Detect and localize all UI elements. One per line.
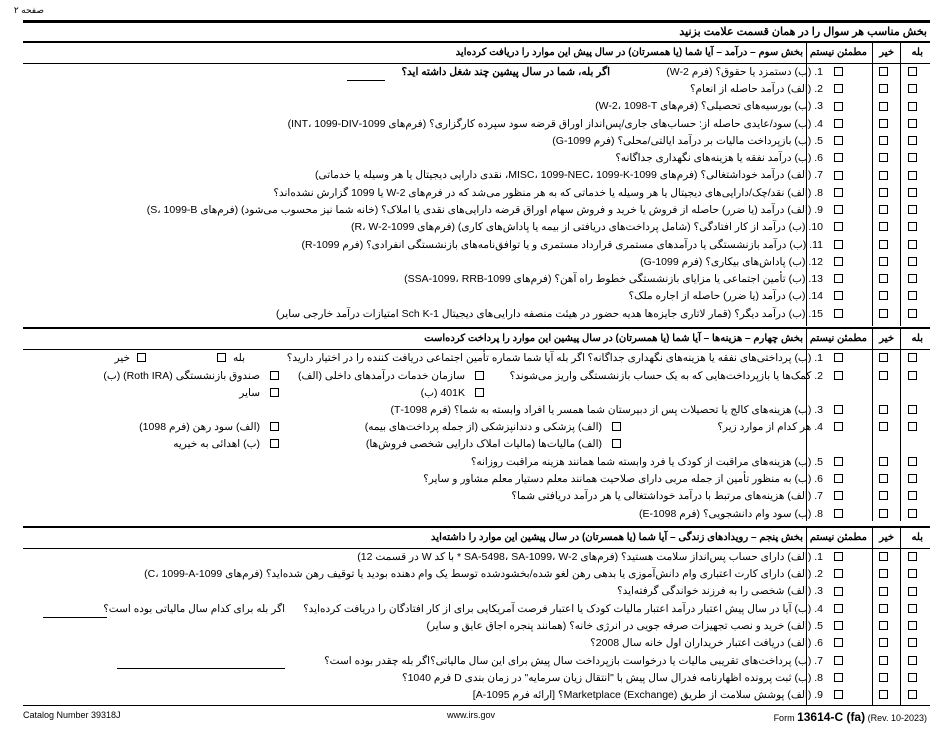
s3-q14-unsure-checkbox[interactable] — [834, 291, 843, 300]
s4-q4-charity-checkbox[interactable] — [270, 439, 279, 448]
s5-q3-yes-checkbox[interactable] — [908, 587, 917, 596]
col-no: خیر — [879, 333, 894, 344]
s3-q15-no-checkbox[interactable] — [879, 309, 888, 318]
footer-rule — [23, 705, 930, 706]
s5-q4-yes-checkbox[interactable] — [908, 604, 917, 613]
s4-q8-unsure-checkbox[interactable] — [834, 509, 843, 518]
s4-q7-yes-checkbox[interactable] — [908, 491, 917, 500]
s4-q6-unsure-checkbox[interactable] — [834, 474, 843, 483]
s3-q12-yes-checkbox[interactable] — [908, 257, 917, 266]
s4-q2-yes-checkbox[interactable] — [908, 371, 917, 380]
s4-q4-mortgage-checkbox[interactable] — [270, 422, 279, 431]
s5-q5-unsure-checkbox[interactable] — [834, 621, 843, 630]
s5-q8-yes-checkbox[interactable] — [908, 673, 917, 682]
s4-q3-yes-checkbox[interactable] — [908, 405, 917, 414]
s4-q6-yes-checkbox[interactable] — [908, 474, 917, 483]
s5-q1-no-checkbox[interactable] — [879, 552, 888, 561]
s4-q2-no-checkbox[interactable] — [879, 371, 888, 380]
s3-q15: 15. (ب) درآمد دیگر؟ (قمار لاتاری جایزه‌ها هدیه حضور در هیئت منصفه دارایی‌های دیجیتال Sch K-1 امتیازات درآمد خارجی سایر) — [276, 308, 823, 320]
s3-q6-unsure-checkbox[interactable] — [834, 153, 843, 162]
s3-q11-yes-checkbox[interactable] — [908, 240, 917, 249]
s5-q7-answer-line[interactable] — [117, 668, 285, 669]
catalog-number: Catalog Number 39318J — [23, 710, 121, 720]
s5-q6-no-checkbox[interactable] — [879, 638, 888, 647]
s5-q2-no-checkbox[interactable] — [879, 569, 888, 578]
s4-q2-other-label: سایر — [239, 387, 260, 399]
s4-q2: 2. کمک‌ها یا بازپرداخت‌هایی که به یک حساب بازنشستگی واریز می‌شوند؟ — [509, 370, 823, 382]
col-yes: بله — [911, 532, 923, 543]
s4-q8-no-checkbox[interactable] — [879, 509, 888, 518]
s4-q7-no-checkbox[interactable] — [879, 491, 888, 500]
s3-q1: 1. (ب) دستمزد یا حقوق؟ (فرم W-2) — [666, 66, 823, 78]
s3-q13-no-checkbox[interactable] — [879, 274, 888, 283]
page-number: صفحه ۲ — [13, 5, 44, 15]
s4-q4-no-checkbox[interactable] — [879, 422, 888, 431]
col-unsure: مطمئن نیستم — [809, 532, 867, 543]
s4-q8-yes-checkbox[interactable] — [908, 509, 917, 518]
section3-header — [23, 41, 930, 64]
s3-q9: 9. (الف) درآمد (یا ضرر) حاصله از فروش یا خرید و فروش سهام اوراق قرضه دارایی‌های نقدی یا املاک؟ (خانه شما نیز محسوب می‌شود) (فرم‌های S، 1099-B) — [146, 204, 823, 216]
s5-q7-yes-checkbox[interactable] — [908, 656, 917, 665]
s4-q4-tax-label: (الف) مالیات‌ها (مالیات املاک دارایی شخصی فروش‌ها) — [365, 438, 602, 450]
s3-q9-yes-checkbox[interactable] — [908, 205, 917, 214]
s3-q12: 12. (ب) پاداش‌های بیکاری؟ (فرم 1099-G) — [640, 256, 823, 268]
s5-q7-unsure-checkbox[interactable] — [834, 656, 843, 665]
s3-q1-yes-checkbox[interactable] — [908, 67, 917, 76]
s4-q5-no-checkbox[interactable] — [879, 457, 888, 466]
s5-q8-unsure-checkbox[interactable] — [834, 673, 843, 682]
s3-q4-yes-checkbox[interactable] — [908, 119, 917, 128]
s3-q13: 13. (ب) تأمین اجتماعی یا مزایای بازنشستگی خطوط راه آهن؟ (فرم‌های SSA-1099، RRB-1099) — [404, 273, 823, 285]
s4-q5-yes-checkbox[interactable] — [908, 457, 917, 466]
s4-q3: 3. (ب) هزینه‌های کالج یا تحصیلات پس از دبیرستان شما همسر یا افراد وابسته به شما؟ (فرم 1098-T) — [390, 404, 823, 416]
col-no: خیر — [879, 532, 894, 543]
s4-q1-yes-label: بله — [232, 352, 245, 364]
section3-title: بخش سوم – درآمد – آیا شما (یا همسرتان) در سال پیش این موارد را دریافت کرده‌اید — [455, 47, 803, 58]
s5-q4-extra: اگر بله برای کدام سال مالیاتی بوده است؟ — [103, 603, 285, 615]
s3-q7: 7. (الف) درآمد خوداشتغالی؟ (فرم‌های 1099-MISC، 1099-NEC، 1099-K، نقدی دارایی دیجیتال یا هر وسیله یا خدماتی) — [315, 169, 823, 181]
irs-url[interactable]: www.irs.gov — [447, 710, 496, 720]
s4-q1-yes-checkbox[interactable] — [908, 353, 917, 362]
form-id — [774, 710, 927, 724]
s3-q11-unsure-checkbox[interactable] — [834, 240, 843, 249]
s3-q10-yes-checkbox[interactable] — [908, 222, 917, 231]
s4-q2-roth-checkbox[interactable] — [270, 371, 279, 380]
s4-q1-no-checkbox[interactable] — [879, 353, 888, 362]
s5-q2-unsure-checkbox[interactable] — [834, 569, 843, 578]
form-revision: (Rev. 10-2023) — [867, 713, 927, 723]
s5-q7: 7. (ب) پرداخت‌های تقریبی مالیات یا درخواست بازپرداخت سال پیش برای این سال مالیاتی؟ — [430, 655, 823, 667]
s3-q7-no-checkbox[interactable] — [879, 171, 888, 180]
s5-q1-yes-checkbox[interactable] — [908, 552, 917, 561]
s3-q10-no-checkbox[interactable] — [879, 222, 888, 231]
s3-q15-yes-checkbox[interactable] — [908, 309, 917, 318]
s5-q3-no-checkbox[interactable] — [879, 587, 888, 596]
s5-q4-answer-line[interactable] — [43, 617, 107, 618]
s5-q1-unsure-checkbox[interactable] — [834, 552, 843, 561]
top-rule — [23, 20, 930, 23]
section5-header — [23, 526, 930, 549]
s5-q9-yes-checkbox[interactable] — [908, 690, 917, 699]
s5-q1: 1. (الف) دارای حساب پس‌انداز سلامت هستید؟ (فرم‌های SA-5498، SA-1099، W-2 * با کد W در قسمت 12) — [357, 551, 823, 563]
s5-q2: 2. (الف) دارای کارت اعتباری وام دانش‌آموزی یا بدهی رهن لغو شده/بخشودشده توسط یک وام دهنده بودید یا توقیف رهن شده‌اید؟ (فرم‌های 1099-C، 1099-A) — [144, 568, 823, 580]
s4-q1: 1. (ب) پرداختی‌های نفقه یا هزینه‌های نگهداری جداگانه؟ — [587, 352, 823, 364]
s3-q7-yes-checkbox[interactable] — [908, 171, 917, 180]
s5-q3-unsure-checkbox[interactable] — [834, 587, 843, 596]
s4-q6: 6. (ب) به منظور تأمین از جمله مربی دارای صلاحیت همانند معلم دستیار معلم مشاور و سایر؟ — [423, 473, 823, 485]
col-unsure: مطمئن نیستم — [809, 333, 867, 344]
s5-q9-unsure-checkbox[interactable] — [834, 690, 843, 699]
s3-q2-no-checkbox[interactable] — [879, 84, 888, 93]
s3-q14-no-checkbox[interactable] — [879, 291, 888, 300]
s5-q4-unsure-checkbox[interactable] — [834, 604, 843, 613]
s3-q1-extra: اگر بله، شما در سال پیشین چند شغل داشته اید؟ — [401, 66, 610, 78]
s5-q4-no-checkbox[interactable] — [879, 604, 888, 613]
s3-q10: 10. (ب) درآمد از کار افتادگی؟ (شامل پرداخت‌های دریافتی از بیمه یا پاداش‌های کاری) (فرم‌های 1099-R، W-2) — [351, 221, 823, 233]
form-number: 13614-C (fa) — [797, 710, 866, 724]
s3-q14-yes-checkbox[interactable] — [908, 291, 917, 300]
s4-q2-401k-checkbox[interactable] — [475, 388, 484, 397]
s5-q6: 6. (الف) دریافت اعتبار خریداران اول خانه سال 2008؟ — [590, 637, 823, 649]
s3-q15-unsure-checkbox[interactable] — [834, 309, 843, 318]
s5-q4: 4. (ب) آیا در سال پیش اعتبار درآمد اعتبار مالیات کودک یا اعتبار فرصت آمریکایی برای از کار افتادگان را دریافت کرده‌اید؟ — [303, 603, 823, 615]
s3-q4-unsure-checkbox[interactable] — [834, 119, 843, 128]
s4-q4-yes-checkbox[interactable] — [908, 422, 917, 431]
s4-q7: 7. (الف) هزینه‌های مرتبط با درآمد خوداشتغالی یا هر درآمد دریافتی شما؟ — [511, 490, 823, 502]
s5-q8: 8. (ب) ثبت پرونده اظهارنامه فدرال سال پیش با "انتقال زیان سرمایه" در زمان بندی D فرم 1040؟ — [402, 672, 823, 684]
s4-q4-medical-label: (الف) پزشکی و دندانپزشکی (از جمله پرداخت‌های بیمه) — [364, 421, 602, 433]
section4-title: بخش چهارم – هزینه‌ها – آیا شما (یا همسرتان) در سال پیشین این موارد را پرداخت کرده‌است — [424, 333, 803, 344]
s5-q5-no-checkbox[interactable] — [879, 621, 888, 630]
s5-q2-yes-checkbox[interactable] — [908, 569, 917, 578]
s4-q2-roth-label: صندوق بازنشستگی (Roth IRA) (ب) — [103, 370, 260, 382]
col-yes: بله — [911, 47, 923, 58]
s3-q6-no-checkbox[interactable] — [879, 153, 888, 162]
s4-q2-unsure-checkbox[interactable] — [834, 371, 843, 380]
s4-q3-unsure-checkbox[interactable] — [834, 405, 843, 414]
s3-q9-unsure-checkbox[interactable] — [834, 205, 843, 214]
s4-q8: 8. (ب) سود وام دانشجویی؟ (فرم 1098-E) — [638, 508, 823, 520]
s3-q8-no-checkbox[interactable] — [879, 188, 888, 197]
s4-q4-medical-checkbox[interactable] — [612, 422, 621, 431]
s4-q1-extra: اگر بله آیا شما شماره تأمین اجتماعی دریافت کننده را در اختیار دارید؟ — [286, 352, 585, 364]
s4-q7-unsure-checkbox[interactable] — [834, 491, 843, 500]
s3-q2-unsure-checkbox[interactable] — [834, 84, 843, 93]
s4-q2-other-checkbox[interactable] — [270, 388, 279, 397]
section4-header — [23, 327, 930, 350]
s3-q9-no-checkbox[interactable] — [879, 205, 888, 214]
s3-q1-answer-line[interactable] — [347, 80, 385, 81]
s4-q1-no-checkbox[interactable] — [137, 353, 146, 362]
s4-q2-irs-label: سازمان خدمات درآمدهای داخلی (الف) — [297, 370, 465, 382]
s3-q2: 2. (الف) درآمد حاصله از انعام؟ — [689, 83, 823, 95]
s4-q5: 5. (ب) هزینه‌های مراقبت از کودک یا فرد وابسته شما همانند هزینه مراقبت روزانه؟ — [470, 456, 823, 468]
col-yes: بله — [911, 333, 923, 344]
s4-q1-unsure-checkbox[interactable] — [834, 353, 843, 362]
s3-q3-unsure-checkbox[interactable] — [834, 102, 843, 111]
s3-q8-yes-checkbox[interactable] — [908, 188, 917, 197]
s3-q6: 6. (ب) درآمد نفقه یا هزینه‌های نگهداری جداگانه؟ — [615, 152, 823, 164]
section5-title: بخش پنجم – رویدادهای زندگی – آیا شما (یا همسرتان) در سال پیشین این موارد را داشته‌اید — [431, 532, 803, 543]
col-no: خیر — [879, 47, 894, 58]
s3-q10-unsure-checkbox[interactable] — [834, 222, 843, 231]
s3-q13-yes-checkbox[interactable] — [908, 274, 917, 283]
s4-q4-mortgage-label: (الف) سود رهن (فرم 1098) — [139, 421, 260, 433]
s3-q5-unsure-checkbox[interactable] — [834, 136, 843, 145]
s4-q6-no-checkbox[interactable] — [879, 474, 888, 483]
s3-q1-no-checkbox[interactable] — [879, 67, 888, 76]
s3-q1-unsure-checkbox[interactable] — [834, 67, 843, 76]
s4-q4-charity-label: (ب) اهدائی به خیریه — [173, 438, 260, 450]
s4-q4: 4. هر کدام از موارد زیر؟ — [717, 421, 823, 433]
s3-q3-yes-checkbox[interactable] — [908, 102, 917, 111]
s4-q4-tax-checkbox[interactable] — [612, 439, 621, 448]
s5-q6-unsure-checkbox[interactable] — [834, 638, 843, 647]
s3-q5-yes-checkbox[interactable] — [908, 136, 917, 145]
form-prefix: Form — [773, 713, 795, 723]
s5-q5: 5. (الف) خرید و نصب تجهیزات صرفه جویی در انرژی خانه؟ (همانند پنجره اجاق عایق و سایر) — [426, 620, 823, 632]
s5-q5-yes-checkbox[interactable] — [908, 621, 917, 630]
s5-q7-no-checkbox[interactable] — [879, 656, 888, 665]
s3-q12-no-checkbox[interactable] — [879, 257, 888, 266]
s3-q11-no-checkbox[interactable] — [879, 240, 888, 249]
s3-q3-no-checkbox[interactable] — [879, 102, 888, 111]
s3-q4-no-checkbox[interactable] — [879, 119, 888, 128]
s3-q6-yes-checkbox[interactable] — [908, 153, 917, 162]
s3-q11: 11. (ب) درآمد بازنشستگی یا درآمدهای مستمری قرارداد مستمری و یا توافق‌نامه‌های بازنشستگی انفرادی؟ (فرم 1099-R) — [301, 239, 823, 251]
s3-q8: 8. (الف) نقد/چک/دارایی‌های دیجیتال یا هر وسیله یا خدماتی که به هر منظور می‌شد که در فرم‌های W-2 یا 1099 گزارش نشده‌اند؟ — [273, 187, 823, 199]
s5-q3: 3. (الف) شخصی را به فرزند خواندگی گرفته‌اید؟ — [617, 585, 823, 597]
s3-q5: 5. (ب) بازپرداخت مالیات بر درآمد ایالتی/محلی؟ (فرم 1099-G) — [552, 135, 823, 147]
s4-q5-unsure-checkbox[interactable] — [834, 457, 843, 466]
col-unsure: مطمئن نیستم — [809, 47, 867, 58]
s5-q9-no-checkbox[interactable] — [879, 690, 888, 699]
s4-q2-irs-checkbox[interactable] — [475, 371, 484, 380]
s3-q13-unsure-checkbox[interactable] — [834, 274, 843, 283]
s4-q2-401k-label: 401K (ب) — [420, 387, 465, 399]
s4-q4-unsure-checkbox[interactable] — [834, 422, 843, 431]
s5-q9: 9. (الف) پوشش سلامت از طریق Marketplace (Exchange)؟ [ارائه فرم 1095-A] — [472, 689, 823, 701]
s5-q8-no-checkbox[interactable] — [879, 673, 888, 682]
s3-q14: 14. (ب) درآمد (یا ضرر) حاصله از اجاره ملک؟ — [628, 290, 823, 302]
s5-q6-yes-checkbox[interactable] — [908, 638, 917, 647]
s3-q5-no-checkbox[interactable] — [879, 136, 888, 145]
s4-q1-no-label: خیر — [114, 352, 130, 364]
s3-q8-unsure-checkbox[interactable] — [834, 188, 843, 197]
instruction-text: بخش مناسب هر سوال را در همان قسمت علامت بزنید — [679, 26, 927, 38]
s3-q2-yes-checkbox[interactable] — [908, 84, 917, 93]
s3-q3: 3. (ب) بورسیه‌های تحصیلی؟ (فرم‌های W-2، 1098-T) — [595, 100, 823, 112]
s3-q4: 4. (ب) سود/عایدی حاصله از: حساب‌های جاری/پس‌انداز اوراق قرضه سود سپرده کارگزاری؟ (فرم‌های 1099-INT، 1099-DIV) — [287, 118, 823, 130]
s4-q1-yes-checkbox[interactable] — [217, 353, 226, 362]
s3-q7-unsure-checkbox[interactable] — [834, 171, 843, 180]
s3-q12-unsure-checkbox[interactable] — [834, 257, 843, 266]
s5-q7-extra: اگر بله چقدر بوده است؟ — [324, 655, 430, 667]
s4-q3-no-checkbox[interactable] — [879, 405, 888, 414]
